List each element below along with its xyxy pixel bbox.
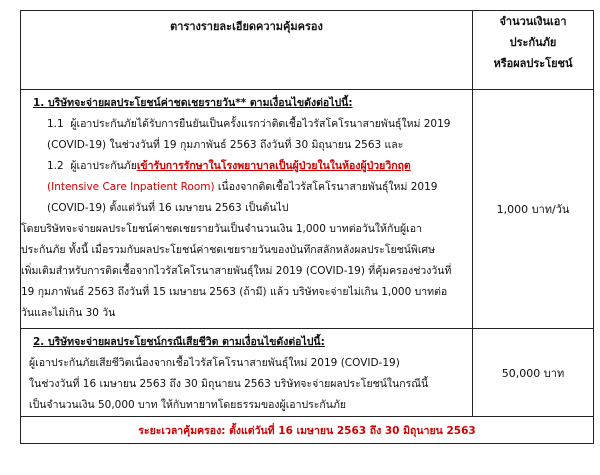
item1-sub1-line1: [21, 114, 472, 135]
item1-para-line3: เพิ่มเติมสำหรับการติดเชื้อจากไวรัสโคโรนาสายพันธุ์ใหม่ 2019 (COVID-19) ที่คุ้มครองช่วงวันที่: [21, 265, 452, 277]
item2-line2: ในช่วงวันที่ 16 เมษายน 2563 ถึง 30 มิถุนายน 2563 บริษัทจะจ่ายผลประโยชน์ในกรณีนี้: [29, 378, 429, 390]
amount-title-line2: ประกันภัย: [509, 36, 557, 49]
death-benefit-details: [21, 329, 473, 417]
daily-benefit-amount: 1,000 บาท/วัน: [473, 90, 594, 329]
item1-para-line5: วันและไม่เกิน 30 วัน: [21, 307, 116, 319]
item2-line3: เป็นจำนวนเงิน 50,000 บาท ให้กับทายาทโดยธรรมของผู้เอาประกันภัย: [29, 399, 347, 411]
amount-title-line1: จำนวนเงินเอา: [499, 15, 567, 28]
item1-para-line1: โดยบริษัทจะจ่ายผลประโยชน์ค่าชดเชยรายวันเป็นจำนวนเงิน 1,000 บาทต่อวันให้กับผู้เอา: [21, 223, 422, 235]
item1-sub2-text2-plain: เนื่องจากติดเชื้อไวรัสโคโรนาสายพันธุ์ใหม่ 2019: [214, 181, 438, 193]
table-row-coverage-period: [21, 417, 594, 444]
details-column-title: ตารางรายละเอียดความคุ้มครอง: [170, 20, 323, 33]
item1-para-line4: 19 กุมภาพันธ์ 2563 ถึงวันที่ 15 เมษายน 2563 (ถ้ามี) แล้ว บริษัทจะจ่ายไม่เกิน 1,000 บาทต่อ: [21, 286, 448, 298]
item1-sub2-text1-plain: ผู้เอาประกันภัย: [70, 160, 137, 172]
amount-column-header: [473, 11, 594, 90]
item1-heading: 1. บริษัทจะจ่ายผลประโยชน์ค่าชดเชยรายวัน** ตามเงื่อนไขดังต่อไปนี้:: [33, 97, 353, 109]
item2-line1: ผู้เอาประกันภัยเสียชีวิตเนื่องจากเชื้อไวรัสโคโรนาสายพันธุ์ใหม่ 2019 (COVID-19): [29, 357, 400, 369]
item1-sub1-line2: (COVID-19) ในช่วงวันที่ 19 กุมภาพันธ์ 2563 ถึงวันที่ 30 มิถุนายน 2563 และ: [47, 139, 404, 151]
item1-para-line2: ประกันภัย ทั้งนี้ เมื่อรวมกับผลประโยชน์ค่าชดเชยรายวันของบันทึกสลักหลังผลประโยชน์พิเศษ: [21, 244, 436, 256]
details-column-header: [21, 11, 473, 90]
item1-sub2-text2-highlight: (Intensive Care Inpatient Room): [47, 181, 215, 193]
daily-benefit-details: [21, 90, 473, 329]
table-row-death-benefit: [21, 329, 594, 417]
item1-sub1-text1: ผู้เอาประกันภัยได้รับการยืนยันเป็นครั้งแรกว่าติดเชื้อไวรัสโคโรนาสายพันธุ์ใหม่ 2019: [70, 118, 451, 130]
item1-sub2-line2: [21, 177, 472, 198]
death-benefit-amount: 50,000 บาท: [473, 329, 594, 417]
item2-heading: 2. บริษัทจะจ่ายผลประโยชน์กรณีเสียชีวิต ตามเงื่อนไขดังต่อไปนี้:: [33, 336, 325, 348]
item1-sub2-number: 1.2: [47, 160, 64, 172]
table-row-daily-benefit: [21, 90, 594, 329]
item1-sub2-text1-highlight: เข้ารับการรักษาในโรงพยาบาลเป็นผู้ป่วยในในห้องผู้ป่วยวิกฤต: [136, 160, 411, 172]
header-row: [21, 11, 594, 90]
item1-sub2-line1: [21, 156, 472, 177]
coverage-table: [20, 10, 594, 444]
item1-sub1-number: 1.1: [47, 118, 64, 130]
item1-sub2-line3: (COVID-19) ตั้งแต่วันที่ 16 เมษายน 2563 เป็นต้นไป: [47, 202, 289, 214]
coverage-period: ระยะเวลาคุ้มครอง: ตั้งแต่วันที่ 16 เมษายน 2563 ถึง 30 มิถุนายน 2563: [21, 417, 594, 444]
amount-title-line3: หรือผลประโยชน์: [493, 57, 573, 70]
